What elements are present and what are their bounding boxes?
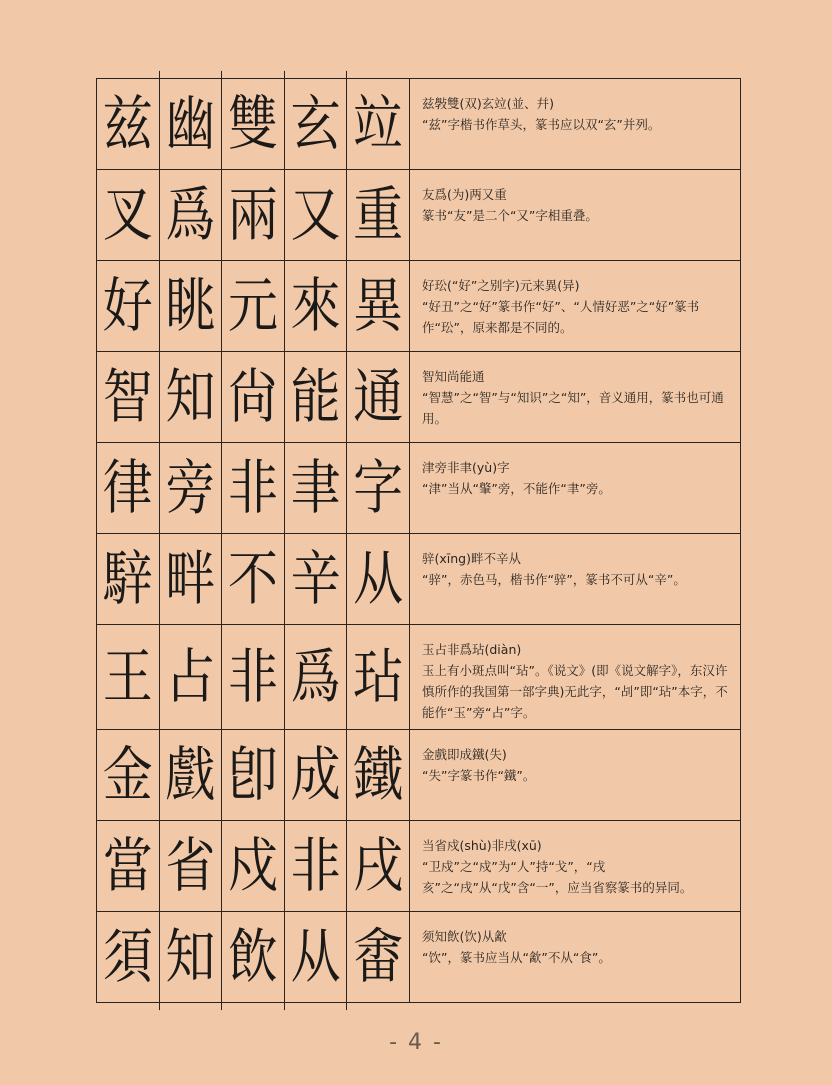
table-row xyxy=(97,730,740,821)
seal-glyph: 律 xyxy=(97,435,160,541)
table-row xyxy=(97,443,740,534)
annotation xyxy=(410,625,740,729)
seal-glyph: 竝 xyxy=(353,89,404,159)
seal-script-glyphs xyxy=(97,625,410,729)
seal-glyph: 元 xyxy=(222,253,285,359)
seal-glyph: 畬 xyxy=(353,922,404,992)
seal-script-glyphs xyxy=(97,170,410,260)
seal-glyph: 从 xyxy=(285,904,348,1010)
annotation-heading: 好玜(“好”之别字)元来異(异) xyxy=(422,278,580,293)
seal-glyph: 好 xyxy=(97,253,160,359)
annotation xyxy=(410,352,740,442)
annotation-body: 玉上有小斑点叫“玷”。《说文》(即《说文解字》，东汉许慎所作的我国第一部字典)无此字，“㓠”即“玷”本字，不能作“玉”旁“占”字。 xyxy=(422,663,728,720)
seal-glyph: 眺 xyxy=(160,253,223,359)
seal-glyph: 騂 xyxy=(97,526,160,632)
annotation xyxy=(410,912,740,1002)
table-row xyxy=(97,261,740,352)
annotation-body: “兹”字楷书作草头，篆书应以双“玄”并列。 xyxy=(422,117,661,132)
seal-glyph: 聿 xyxy=(285,435,348,541)
seal-glyph: 占 xyxy=(160,616,223,739)
seal-glyph: 非 xyxy=(222,435,285,541)
seal-glyph: 異 xyxy=(353,271,404,341)
table-row xyxy=(97,79,740,170)
seal-glyph: 爲 xyxy=(285,616,348,739)
seal-glyph: 非 xyxy=(222,616,285,739)
annotation xyxy=(410,534,740,624)
seal-glyph: 玄 xyxy=(285,71,348,177)
annotation xyxy=(410,261,740,351)
annotation-body: “好丑”之“好”篆书作“好”、“人情好恶”之“好”篆书作“玜”，原来都是不同的。 xyxy=(422,299,700,335)
seal-glyph: 幽 xyxy=(160,71,223,177)
annotation-body: “饮”，篆书应当从“㱃”不从“食”。 xyxy=(422,950,611,965)
seal-glyph: 字 xyxy=(353,453,404,523)
annotation-body: “津”当从“𦘦”旁，不能作“聿”旁。 xyxy=(422,481,611,496)
seal-glyph: 不 xyxy=(222,526,285,632)
seal-glyph: 成 xyxy=(285,722,348,828)
annotation-body: “骍”，赤色马，楷书作“骍”，篆书不可从“辛”。 xyxy=(422,572,686,587)
annotation-body: “智慧”之“智”与“知识”之“知”，音义通用，篆书也可通用。 xyxy=(422,390,724,426)
seal-glyph: 省 xyxy=(160,813,223,919)
seal-glyph: 飲 xyxy=(222,904,285,1010)
annotation xyxy=(410,821,740,911)
seal-glyph: 畔 xyxy=(160,526,223,632)
annotation xyxy=(410,443,740,533)
seal-glyph: 通 xyxy=(353,362,404,432)
annotation-heading: 骍(xīng)畔不辛从 xyxy=(422,551,521,566)
seal-glyph: 能 xyxy=(285,344,348,450)
table-row xyxy=(97,912,740,1002)
seal-script-glyphs xyxy=(97,261,410,351)
table-row xyxy=(97,352,740,443)
seal-glyph: 智 xyxy=(97,344,160,450)
table-row xyxy=(97,625,740,730)
annotation-heading: 津旁非聿(yù)字 xyxy=(422,460,510,475)
table-row xyxy=(97,534,740,625)
seal-glyph: 來 xyxy=(285,253,348,359)
annotation-heading: 玉占非爲玷(diàn) xyxy=(422,642,522,657)
seal-glyph: 須 xyxy=(97,904,160,1010)
annotation-heading: 友爲(为)两又重 xyxy=(422,187,507,202)
seal-glyph: 兹 xyxy=(97,71,160,177)
seal-glyph: 从 xyxy=(353,544,404,614)
seal-script-glyphs xyxy=(97,352,410,442)
seal-glyph: 叉 xyxy=(97,162,160,268)
seal-glyph: 旁 xyxy=(160,435,223,541)
seal-glyph: 金 xyxy=(97,722,160,828)
seal-script-glyphs xyxy=(97,912,410,1002)
seal-glyph: 知 xyxy=(160,904,223,1010)
calligraphy-table xyxy=(96,78,741,1003)
table-row xyxy=(97,170,740,261)
page-number: - 4 - xyxy=(389,1030,443,1055)
seal-glyph: 又 xyxy=(285,162,348,268)
seal-script-glyphs xyxy=(97,730,410,820)
seal-glyph: 卽 xyxy=(222,722,285,828)
seal-glyph: 重 xyxy=(353,180,404,250)
seal-glyph: 辛 xyxy=(285,526,348,632)
seal-script-glyphs xyxy=(97,443,410,533)
seal-glyph: 尙 xyxy=(222,344,285,450)
seal-glyph: 戌 xyxy=(353,831,404,901)
seal-glyph: 玷 xyxy=(353,642,404,712)
annotation-heading: 兹斅雙(双)玄竝(並、幷) xyxy=(422,96,555,111)
seal-glyph: 王 xyxy=(97,616,160,739)
seal-script-glyphs xyxy=(97,534,410,624)
annotation-heading: 当省戍(shù)非戌(xū) xyxy=(422,838,542,853)
seal-glyph: 爲 xyxy=(160,162,223,268)
seal-glyph: 戍 xyxy=(222,813,285,919)
annotation-heading: 金戲即成鐵(失) xyxy=(422,747,507,762)
seal-glyph: 戲 xyxy=(160,722,223,828)
seal-glyph: 雙 xyxy=(222,71,285,177)
seal-glyph: 鐵 xyxy=(353,740,404,810)
seal-glyph: 兩 xyxy=(222,162,285,268)
seal-script-glyphs xyxy=(97,821,410,911)
annotation-body: “卫戍”之“戍”为“人”持“戈”，“戌亥”之“戌”从“戊”含“一”，应当省察篆书的异同。 xyxy=(422,859,693,895)
seal-glyph: 當 xyxy=(97,813,160,919)
annotation xyxy=(410,79,740,169)
annotation-heading: 智知尚能通 xyxy=(422,369,485,384)
annotation xyxy=(410,730,740,820)
annotation-heading: 须知飲(饮)从㱃 xyxy=(422,929,507,944)
annotation-body: 篆书“友”是二个“又”字相重叠。 xyxy=(422,208,598,223)
annotation-body: “失”字篆书作“鐵”。 xyxy=(422,768,536,783)
annotation xyxy=(410,170,740,260)
seal-glyph: 知 xyxy=(160,344,223,450)
seal-glyph: 非 xyxy=(285,813,348,919)
seal-script-glyphs xyxy=(97,79,410,169)
table-row xyxy=(97,821,740,912)
